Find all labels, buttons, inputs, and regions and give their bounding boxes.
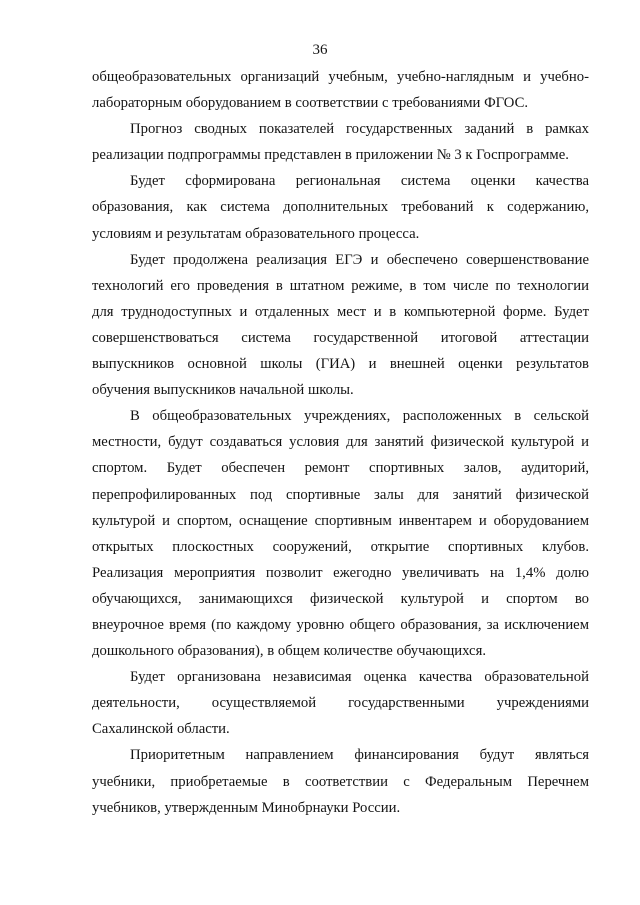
paragraph: [92, 168, 589, 246]
text-line: для труднодоступных и отдаленных мест и в компьютерной форме. Будет: [92, 303, 589, 320]
text-line: Прогноз сводных показателей государственных заданий в рамках: [130, 121, 589, 138]
text-line: Приоритетным направлением финансирования будут являться: [130, 747, 589, 764]
text-line: реализации подпрограммы представлен в приложении № 3 к Госпрограмме.: [92, 147, 569, 164]
paragraph: [92, 64, 589, 116]
text-line: обучающихся, занимающихся физической культурой и спортом во: [92, 590, 589, 607]
document-body: [92, 64, 589, 821]
text-line: общеобразовательных организаций учебным, учебно-наглядным и учебно-: [92, 69, 589, 85]
text-line: местности, будут создаваться условия для занятий физической культурой и: [92, 434, 589, 451]
text-line: лабораторным оборудованием в соответствии с требованиями ФГОС.: [92, 95, 529, 112]
text-line: Будет организована независимая оценка качества образовательной: [130, 669, 589, 686]
text-line: условиям и результатам образовательного процесса.: [92, 225, 420, 242]
text-line: учебники, приобретаемые в соответствии с Федеральным Перечнем: [92, 773, 589, 790]
text-line: Будет сформирована региональная система оценки качества: [130, 173, 589, 190]
text-line: спортом. Будет обеспечен ремонт спортивных залов, аудиторий,: [92, 460, 589, 477]
text-line: дошкольного образования), в общем количестве обучающихся.: [92, 643, 486, 660]
text-line: технологий его проведения в штатном режиме, в том числе по технологии: [92, 277, 589, 294]
text-line: Будет продолжена реализация ЕГЭ и обеспечено совершенствование: [130, 251, 589, 268]
text-line: перепрофилированных под спортивные залы для занятий физической: [92, 486, 589, 503]
text-line: деятельности, осуществляемой государственными учреждениями: [92, 695, 589, 712]
text-line: открытых плоскостных сооружений, открытие спортивных клубов.: [92, 538, 589, 555]
text-line: образования, как система дополнительных требований к содержанию,: [92, 199, 589, 216]
paragraph: [92, 403, 589, 664]
text-line: внеурочное время (по каждому уровню общего образования, за исключением: [92, 616, 589, 633]
paragraph: [92, 116, 589, 168]
paragraph: [92, 664, 589, 742]
text-line: выпускников основной школы (ГИА) и внешней оценки результатов: [92, 356, 589, 373]
text-line: совершенствоваться система государственной итоговой аттестации: [92, 329, 589, 346]
text-line: культурой и спортом, оснащение спортивным инвентарем и оборудованием: [92, 512, 589, 529]
paragraph: [92, 247, 589, 404]
paragraph: [92, 742, 589, 820]
text-line: учебников, утвержденным Минобрнауки России.: [92, 799, 401, 816]
text-line: Сахалинской области.: [92, 721, 230, 738]
text-line: В общеобразовательных учреждениях, расположенных в сельской: [130, 408, 589, 425]
page-number: 36: [312, 42, 328, 58]
text-line: Реализация мероприятия позволит ежегодно увеличивать на 1,4% долю: [92, 564, 589, 581]
text-line: обучения выпускников начальной школы.: [92, 382, 354, 399]
